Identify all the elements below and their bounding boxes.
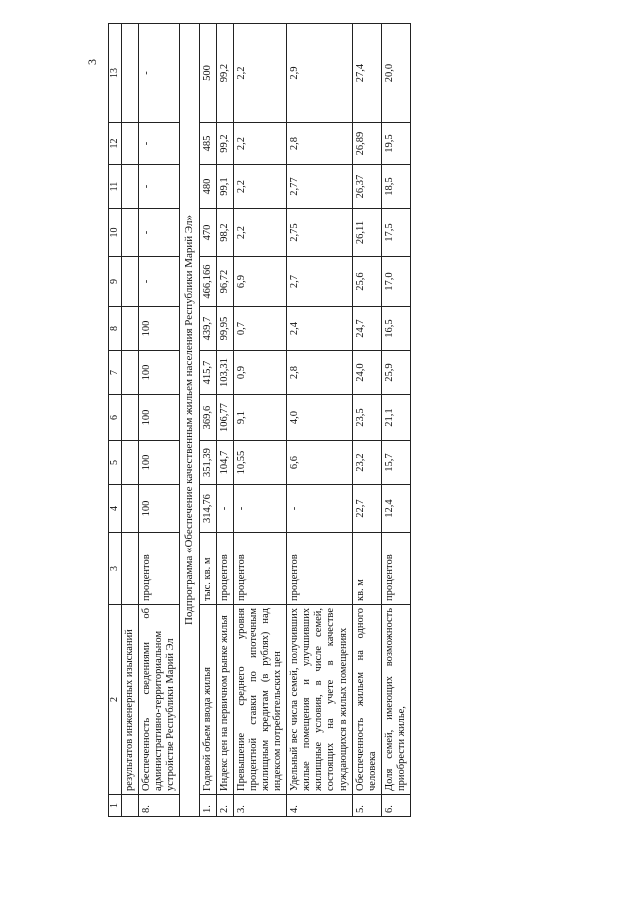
value-cell: 9,1: [234, 395, 287, 441]
value-cell: 26,11: [352, 209, 381, 257]
subprogram-title: Подпрограмма «Обеспечение качественным жильем населения Республики Марий Эл»: [180, 24, 200, 817]
row-number: 1.: [199, 795, 216, 817]
value-cell: 99,1: [216, 165, 233, 209]
value-cell: 100: [139, 307, 180, 351]
value-cell: 98,2: [216, 209, 233, 257]
header-cell-10: 10: [109, 209, 122, 257]
header-cell-2: 2: [109, 605, 122, 795]
value-cell: 351,39: [199, 441, 216, 485]
value-cell: 12,4: [381, 485, 410, 533]
value-cell: 2,77: [287, 165, 352, 209]
indicator-name: Удельный вес числа семей, получивших жилые помещения и улучшивших жилищные условия, в числе семей, состоящих на учете в качестве нуждающихся в жилых помещениях: [287, 605, 352, 795]
header-cell-8: 8: [109, 307, 122, 351]
value-cell: 314,76: [199, 485, 216, 533]
value-cell: 106,77: [216, 395, 233, 441]
row-number: 3.: [234, 795, 287, 817]
value-cell: 2,7: [287, 257, 352, 307]
unit-cell: кв. м: [352, 533, 381, 605]
value-cell: 6,6: [287, 441, 352, 485]
value-cell: [122, 209, 139, 257]
table-row: [352, 24, 381, 817]
value-cell: -: [234, 485, 287, 533]
row-number: 6.: [381, 795, 410, 817]
value-cell: 10,55: [234, 441, 287, 485]
value-cell: 0,7: [234, 307, 287, 351]
value-cell: 17,5: [381, 209, 410, 257]
value-cell: 100: [139, 395, 180, 441]
value-cell: 500: [199, 24, 216, 123]
value-cell: 99,2: [216, 123, 233, 165]
value-cell: 2,2: [234, 24, 287, 123]
value-cell: 439,7: [199, 307, 216, 351]
value-cell: 6,9: [234, 257, 287, 307]
value-cell: 466,166: [199, 257, 216, 307]
unit-cell: процентов: [139, 533, 180, 605]
table-row: [199, 24, 216, 817]
table-row: [139, 24, 180, 817]
unit-cell: тыс. кв. м: [199, 533, 216, 605]
value-cell: 15,7: [381, 441, 410, 485]
header-cell-13: 13: [109, 24, 122, 123]
value-cell: 19,5: [381, 123, 410, 165]
value-cell: -: [216, 485, 233, 533]
subprogram-row: [180, 24, 200, 817]
value-cell: -: [139, 257, 180, 307]
value-cell: [122, 351, 139, 395]
header-row: [109, 24, 122, 817]
value-cell: -: [139, 24, 180, 123]
unit-cell: процентов: [234, 533, 287, 605]
value-cell: 24,7: [352, 307, 381, 351]
value-cell: 23,5: [352, 395, 381, 441]
indicator-name: Индекс цен на первичном рынке жилья: [216, 605, 233, 795]
value-cell: [122, 485, 139, 533]
header-cell-4: 4: [109, 485, 122, 533]
row-number: 4.: [287, 795, 352, 817]
value-cell: 2,9: [287, 24, 352, 123]
value-cell: 100: [139, 485, 180, 533]
indicator-name: Обеспеченность сведениями об административно-территориальном устройстве Республики Марий Эл: [139, 605, 180, 795]
value-cell: 470: [199, 209, 216, 257]
value-cell: 27,4: [352, 24, 381, 123]
table-row: [381, 24, 410, 817]
value-cell: 25,9: [381, 351, 410, 395]
row-number: 2.: [216, 795, 233, 817]
value-cell: 369,6: [199, 395, 216, 441]
value-cell: -: [139, 209, 180, 257]
indicator-name: Превышение среднего уровня процентной ставки по ипотечным жилищным кредитам (в рублях) над индексом потребительских цен: [234, 605, 287, 795]
value-cell: 16,5: [381, 307, 410, 351]
table-row: [216, 24, 233, 817]
table-header: [109, 24, 122, 817]
unit-cell: [122, 533, 139, 605]
value-cell: 23,2: [352, 441, 381, 485]
value-cell: 4,0: [287, 395, 352, 441]
value-cell: 100: [139, 441, 180, 485]
table-row: [234, 24, 287, 817]
value-cell: 485: [199, 123, 216, 165]
indicators-table: [108, 23, 411, 817]
page-number: 3: [85, 59, 99, 65]
header-cell-3: 3: [109, 533, 122, 605]
row-number: [122, 795, 139, 817]
table-row: [122, 24, 139, 817]
value-cell: -: [287, 485, 352, 533]
header-cell-5: 5: [109, 441, 122, 485]
value-cell: 17,0: [381, 257, 410, 307]
row-number: 8.: [139, 795, 180, 817]
value-cell: [122, 257, 139, 307]
value-cell: 2,2: [234, 165, 287, 209]
value-cell: [122, 165, 139, 209]
row-number: 5.: [352, 795, 381, 817]
value-cell: 99,95: [216, 307, 233, 351]
value-cell: [122, 307, 139, 351]
value-cell: 2,2: [234, 123, 287, 165]
value-cell: 99,2: [216, 24, 233, 123]
header-cell-12: 12: [109, 123, 122, 165]
indicator-name: Годовой объем ввода жилья: [199, 605, 216, 795]
value-cell: 415,7: [199, 351, 216, 395]
value-cell: 24,0: [352, 351, 381, 395]
indicator-name: Доля семей, имеющих возможность приобрести жилье,: [381, 605, 410, 795]
table-body: [122, 24, 411, 817]
value-cell: 104,7: [216, 441, 233, 485]
value-cell: -: [139, 123, 180, 165]
value-cell: 26,89: [352, 123, 381, 165]
value-cell: 2,8: [287, 123, 352, 165]
value-cell: 103,31: [216, 351, 233, 395]
value-cell: 25,6: [352, 257, 381, 307]
value-cell: 20,0: [381, 24, 410, 123]
value-cell: 2,75: [287, 209, 352, 257]
value-cell: 22,7: [352, 485, 381, 533]
header-cell-7: 7: [109, 351, 122, 395]
indicator-name: Обеспеченность жильем на одного человека: [352, 605, 381, 795]
value-cell: -: [139, 165, 180, 209]
value-cell: 2,4: [287, 307, 352, 351]
indicator-name: результатов инженерных изысканий: [122, 605, 139, 795]
unit-cell: процентов: [381, 533, 410, 605]
value-cell: [122, 123, 139, 165]
value-cell: 100: [139, 351, 180, 395]
value-cell: 480: [199, 165, 216, 209]
value-cell: [122, 395, 139, 441]
header-cell-9: 9: [109, 257, 122, 307]
header-cell-6: 6: [109, 395, 122, 441]
header-cell-1: 1: [109, 795, 122, 817]
value-cell: 21,1: [381, 395, 410, 441]
value-cell: [122, 24, 139, 123]
value-cell: 2,2: [234, 209, 287, 257]
value-cell: 26,37: [352, 165, 381, 209]
table-row: [287, 24, 352, 817]
value-cell: 0,9: [234, 351, 287, 395]
unit-cell: процентов: [216, 533, 233, 605]
value-cell: 18,5: [381, 165, 410, 209]
unit-cell: процентов: [287, 533, 352, 605]
value-cell: 96,72: [216, 257, 233, 307]
header-cell-11: 11: [109, 165, 122, 209]
value-cell: [122, 441, 139, 485]
value-cell: 2,8: [287, 351, 352, 395]
